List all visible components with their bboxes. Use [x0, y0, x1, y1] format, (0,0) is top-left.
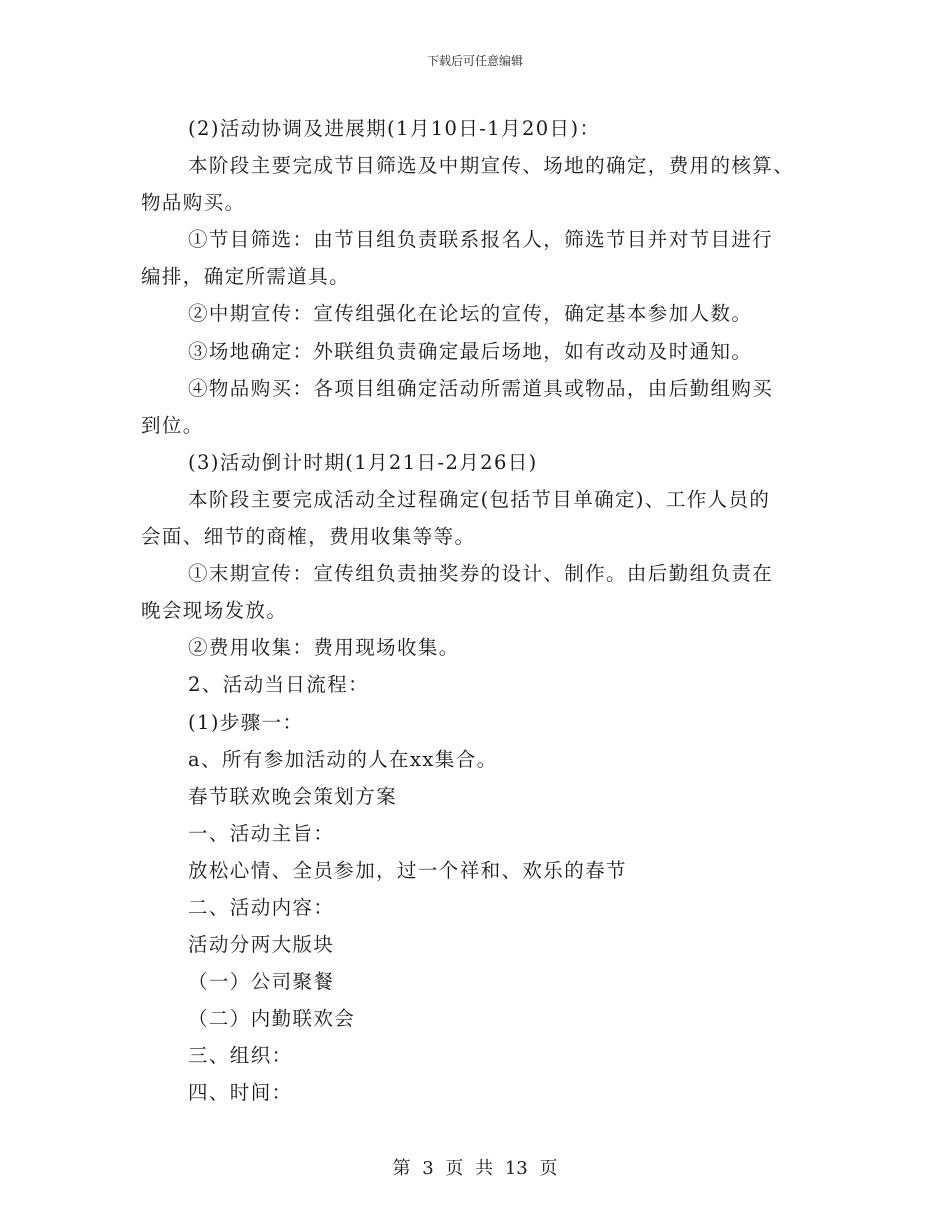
paragraph-line: 2、活动当日流程： — [188, 673, 370, 697]
paragraph-line: ②中期宣传：宣传组强化在论坛的宣传，确定基本参加人数。 — [188, 302, 753, 326]
paragraph-line: 本阶段主要完成活动全过程确定(包括节目单确定)、工作人员的 — [188, 487, 771, 511]
paragraph-line: 编排，确定所需道具。 — [141, 265, 351, 289]
paragraph-line: 本阶段主要完成节目筛选及中期宣传、场地的确定，费用的核算、 — [188, 154, 795, 178]
page-header: 下载后可任意编辑 — [426, 54, 523, 68]
paragraph-line: (1)步骤一： — [188, 710, 304, 734]
paragraph-line: ①节目筛选：由节目组负责联系报名人，筛选节目并对节目进行 — [188, 228, 774, 252]
paragraph-line: 晚会现场发放。 — [141, 599, 288, 623]
paragraph-line: a、所有参加活动的人在xx集合。 — [188, 747, 498, 771]
paragraph-line: ②费用收集：费用现场收集。 — [188, 636, 460, 660]
paragraph-line: 到位。 — [141, 413, 204, 437]
section-heading: 四、时间： — [188, 1081, 293, 1105]
document-body — [141, 110, 816, 1112]
paragraph-line: 物品购买。 — [141, 191, 246, 215]
paragraph-line: 活动分两大版块 — [188, 933, 335, 957]
page-footer: 第 3 页 共 13 页 — [392, 1158, 558, 1179]
list-item: （一）公司聚餐 — [188, 970, 335, 994]
paragraph-line: 放松心情、全员参加，过一个祥和、欢乐的春节 — [188, 858, 627, 882]
paragraph-line: 会面、细节的商榷，费用收集等等。 — [141, 525, 476, 549]
paragraph-line: (3)活动倒计时期(1月21日-2月26日) — [188, 450, 538, 474]
section-heading: 二、活动内容： — [188, 895, 335, 919]
paragraph-line: ①末期宣传：宣传组负责抽奖券的设计、制作。由后勤组负责在 — [188, 562, 774, 586]
paragraph-line: (2)活动协调及进展期(1月10日-1月20日)： — [188, 117, 601, 140]
section-heading: 三、组织： — [188, 1044, 293, 1068]
paragraph-line: ④物品购买：各项目组确定活动所需道具或物品，由后勤组购买 — [188, 376, 774, 400]
list-item: （二）内勤联欢会 — [188, 1007, 356, 1031]
section-heading: 一、活动主旨： — [188, 821, 335, 845]
paragraph-line: ③场地确定：外联组负责确定最后场地，如有改动及时通知。 — [188, 339, 753, 363]
section-title: 春节联欢晚会策划方案 — [188, 784, 398, 808]
